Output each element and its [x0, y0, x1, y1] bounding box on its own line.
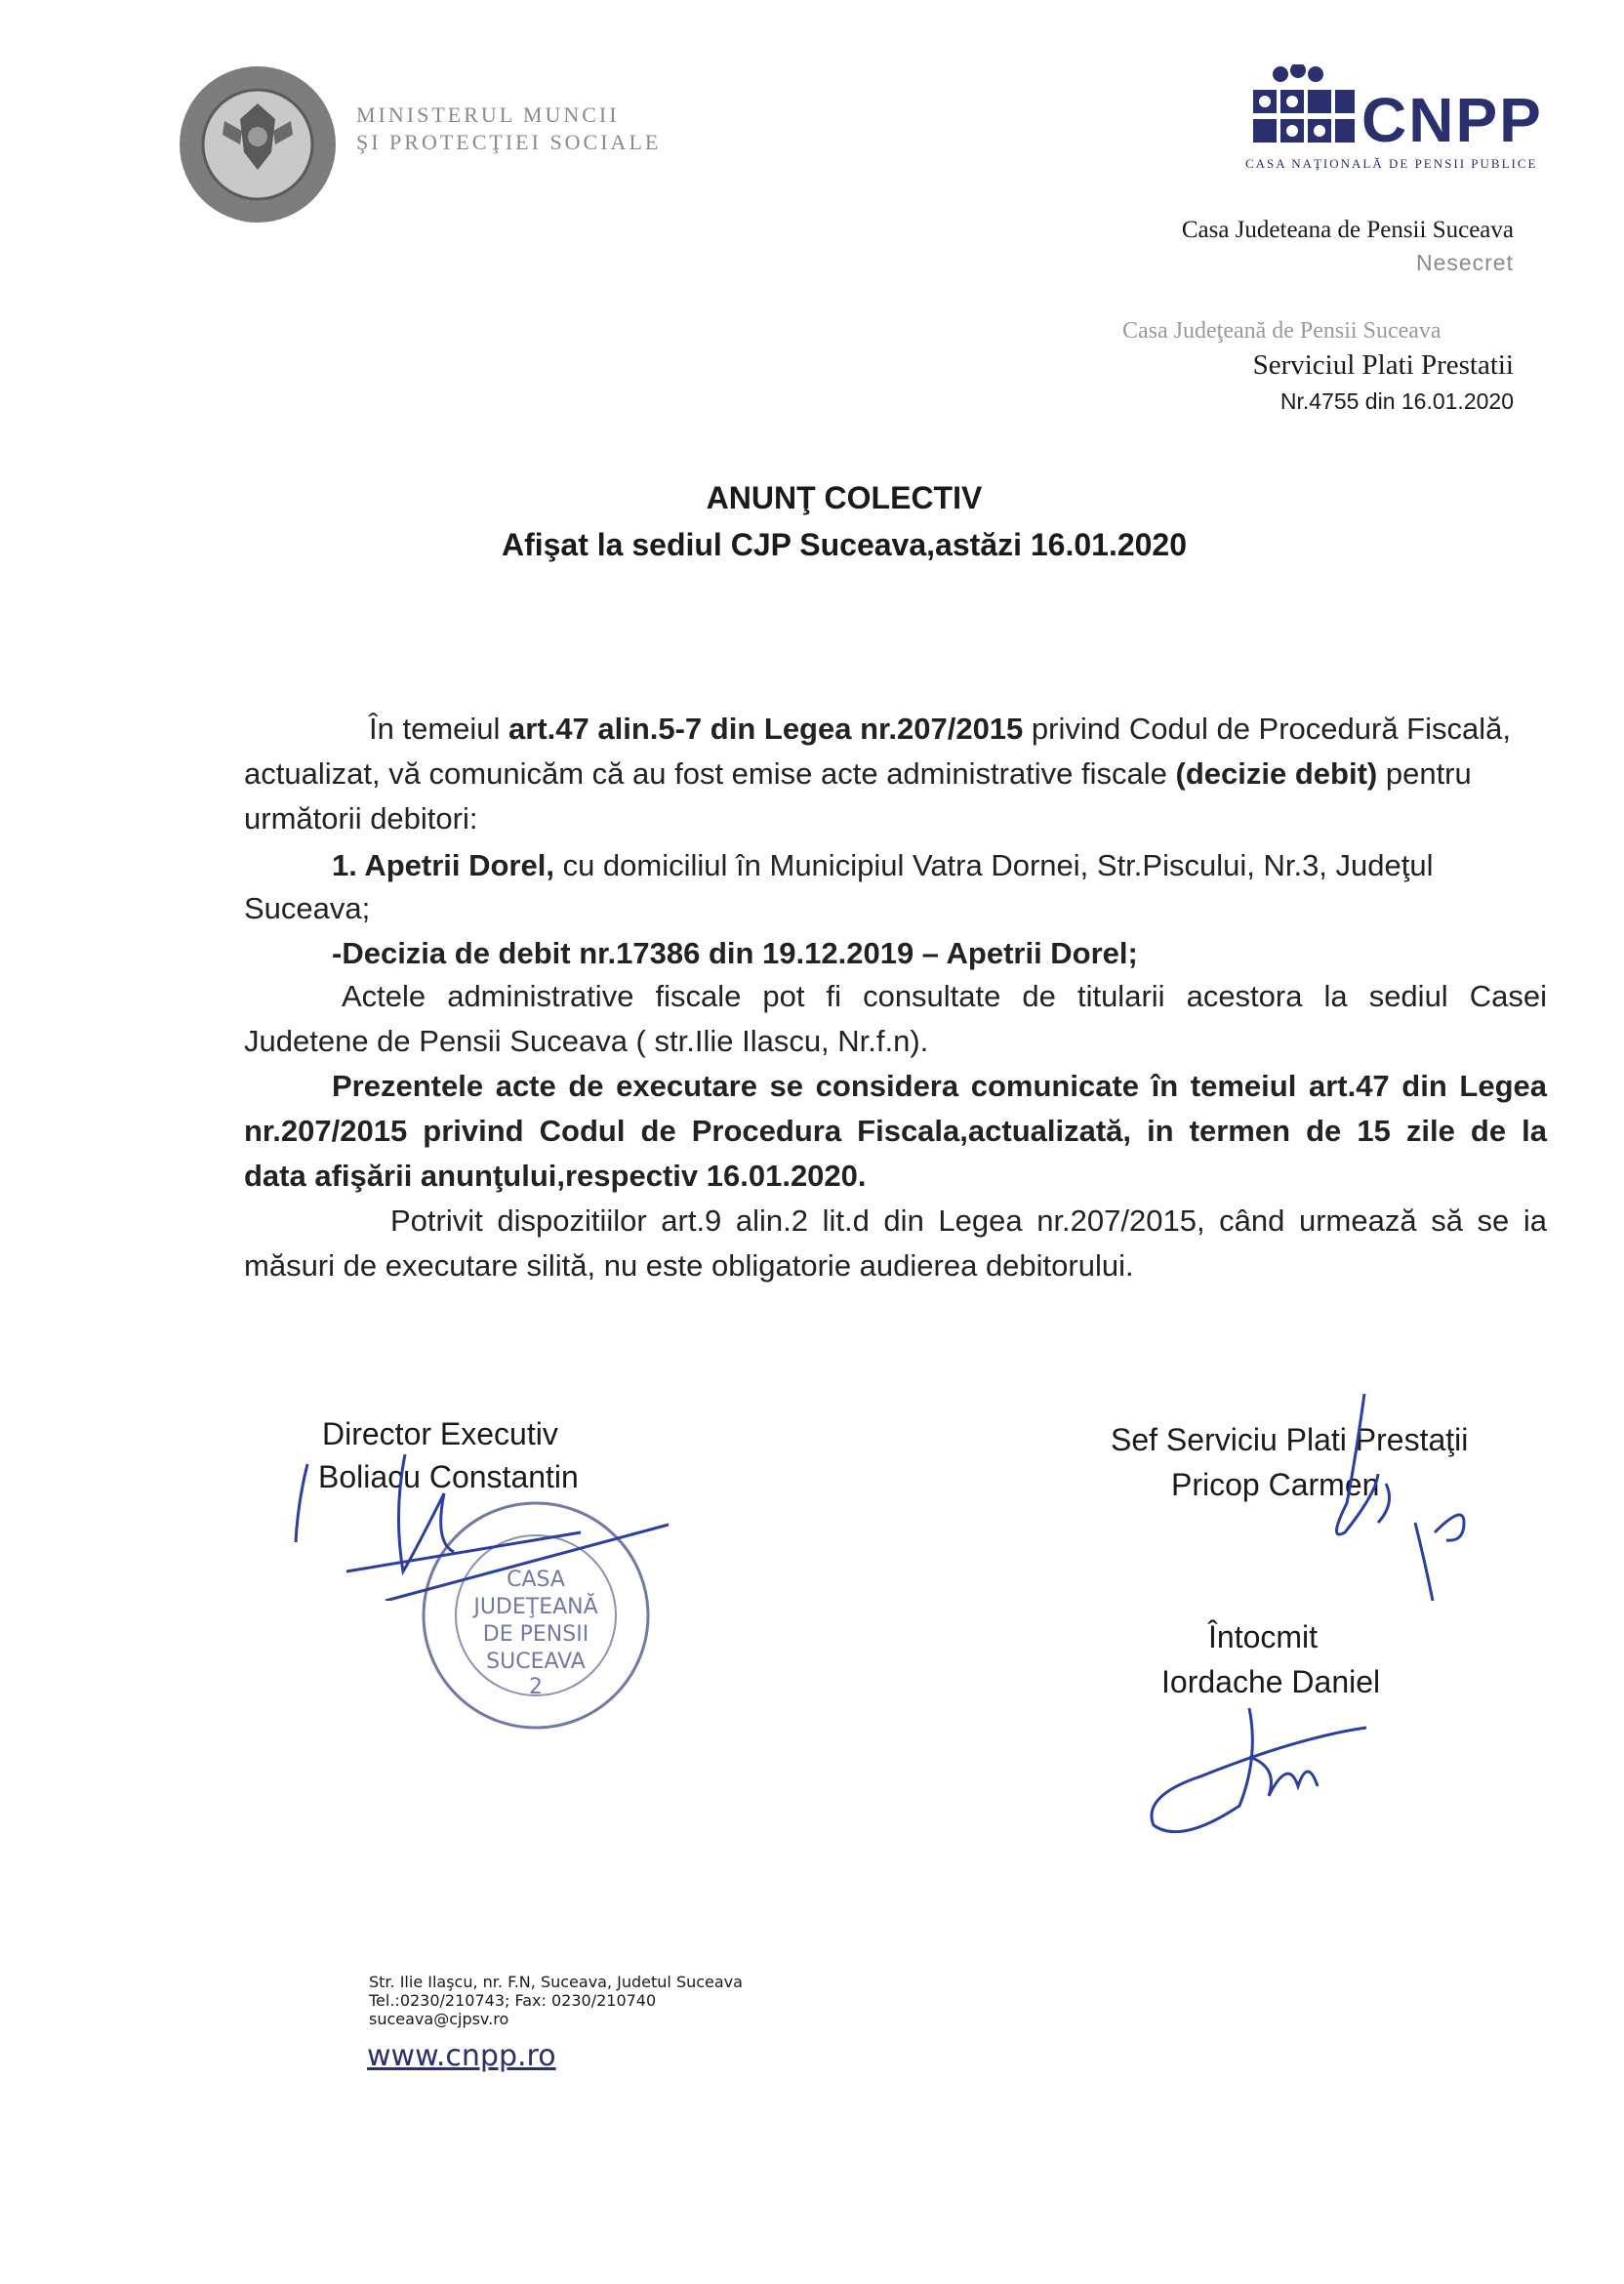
classification-label: Nesecret	[1415, 250, 1514, 275]
left-signatory-title: Director Executiv	[322, 1416, 558, 1451]
hearing-line2: măsuri de executare silită, nu este obligatorie audierea debitorului.	[244, 1248, 1134, 1283]
paragraph-legal-basis-line1: În temeiul art.47 alin.5-7 din Legea nr.207/2015 privind Codul de Procedură Fiscală,	[369, 712, 1511, 746]
prepared-by-name: Iordache Daniel	[1161, 1664, 1381, 1699]
prepared-signature-icon	[1142, 1698, 1376, 1855]
footer-address: Str. Ilie Ilaşcu, nr. F.N, Suceava, Judetul Suceava	[369, 1973, 743, 1991]
ministry-line1: MINISTERUL MUNCII	[356, 102, 620, 127]
svg-text:2: 2	[529, 1675, 543, 1699]
page-subtitle: Afişat la sediul CJP Suceava,astăzi 16.01.2020	[501, 527, 1188, 562]
svg-text:DE PENSII: DE PENSII	[482, 1622, 589, 1647]
cnpp-logo-icon	[1249, 64, 1359, 154]
debtor-line1: 1. Apetrii Dorel, cu domiciliul în Municipiul Vatra Dornei, Str.Piscului, Nr.3, Judeţul	[332, 848, 1434, 882]
institution-name: Casa Judeteana de Pensii Suceava	[1181, 217, 1514, 243]
footer-website-link[interactable]: www.cnpp.ro	[367, 2039, 556, 2073]
communication-line1: Prezentele acte de executare se considera comunicate în temeiul art.47 din Legea	[332, 1069, 1547, 1103]
hearing-line1: Potrivit dispozitiilor art.9 alin.2 lit.d din Legea nr.207/2015, când urmează să se ia	[390, 1203, 1547, 1238]
footer-email[interactable]: suceava@cjpsv.ro	[369, 2010, 509, 2028]
ministry-name	[356, 102, 661, 156]
ministry-line2: ŞI PROTECŢIEI SOCIALE	[356, 130, 662, 154]
prepared-by-label: Întocmit	[1208, 1619, 1319, 1654]
right-signatory-title: Sef Serviciu Plati Prestaţii	[1111, 1422, 1469, 1457]
paragraph-legal-basis-line3: următorii debitori:	[244, 801, 478, 836]
svg-text:CASA: CASA	[507, 1568, 565, 1592]
consultation-line1: Actele administrative fiscale pot fi consultate de titularii acestora la sediul Casei	[342, 979, 1547, 1013]
consultation-line2: Judetene de Pensii Suceava ( str.Ilie Ilascu, Nr.f.n).	[244, 1024, 929, 1058]
page-title: ANUNŢ COLECTIV	[706, 480, 983, 515]
communication-line3: data afişării anunţului,respectiv 16.01.2020.	[244, 1159, 867, 1193]
left-signatory-name: Boliacu Constantin	[318, 1459, 579, 1494]
registry-number: Nr.4755 din 16.01.2020	[1279, 388, 1514, 414]
svg-text:SUCEAVA: SUCEAVA	[486, 1650, 586, 1674]
communication-line2: nr.207/2015 privind Codul de Procedura Fiscala,actualizată, in termen de 15 zile de la	[244, 1114, 1547, 1148]
department-name: Serviciul Plati Prestatii	[1252, 349, 1514, 381]
left-signature-icon	[288, 1435, 678, 1601]
debit-decision: -Decizia de debit nr.17386 din 19.12.2019 – Apetrii Dorel;	[332, 936, 1138, 970]
cnpp-subtitle: CASA NAŢIONALĂ DE PENSII PUBLICE	[1245, 156, 1538, 171]
debtor-line2: Suceava;	[244, 891, 371, 925]
right-signature-icon	[1318, 1386, 1483, 1611]
footer-phone: Tel.:0230/210743; Fax: 0230/210740	[369, 1991, 657, 2010]
cnpp-logo-text: CNPP	[1361, 85, 1543, 155]
registry-stamp: Casa Judeţeană de Pensii Suceava	[1122, 318, 1441, 344]
government-seal	[176, 62, 340, 226]
right-signatory-name: Pricop Carmen	[1171, 1467, 1380, 1502]
paragraph-legal-basis-line2: actualizat, vă comunicăm că au fost emise acte administrative fiscale (decizie debit) pentru	[244, 756, 1472, 791]
svg-text:JUDEŢEANĂ: JUDEŢEANĂ	[473, 1595, 598, 1619]
